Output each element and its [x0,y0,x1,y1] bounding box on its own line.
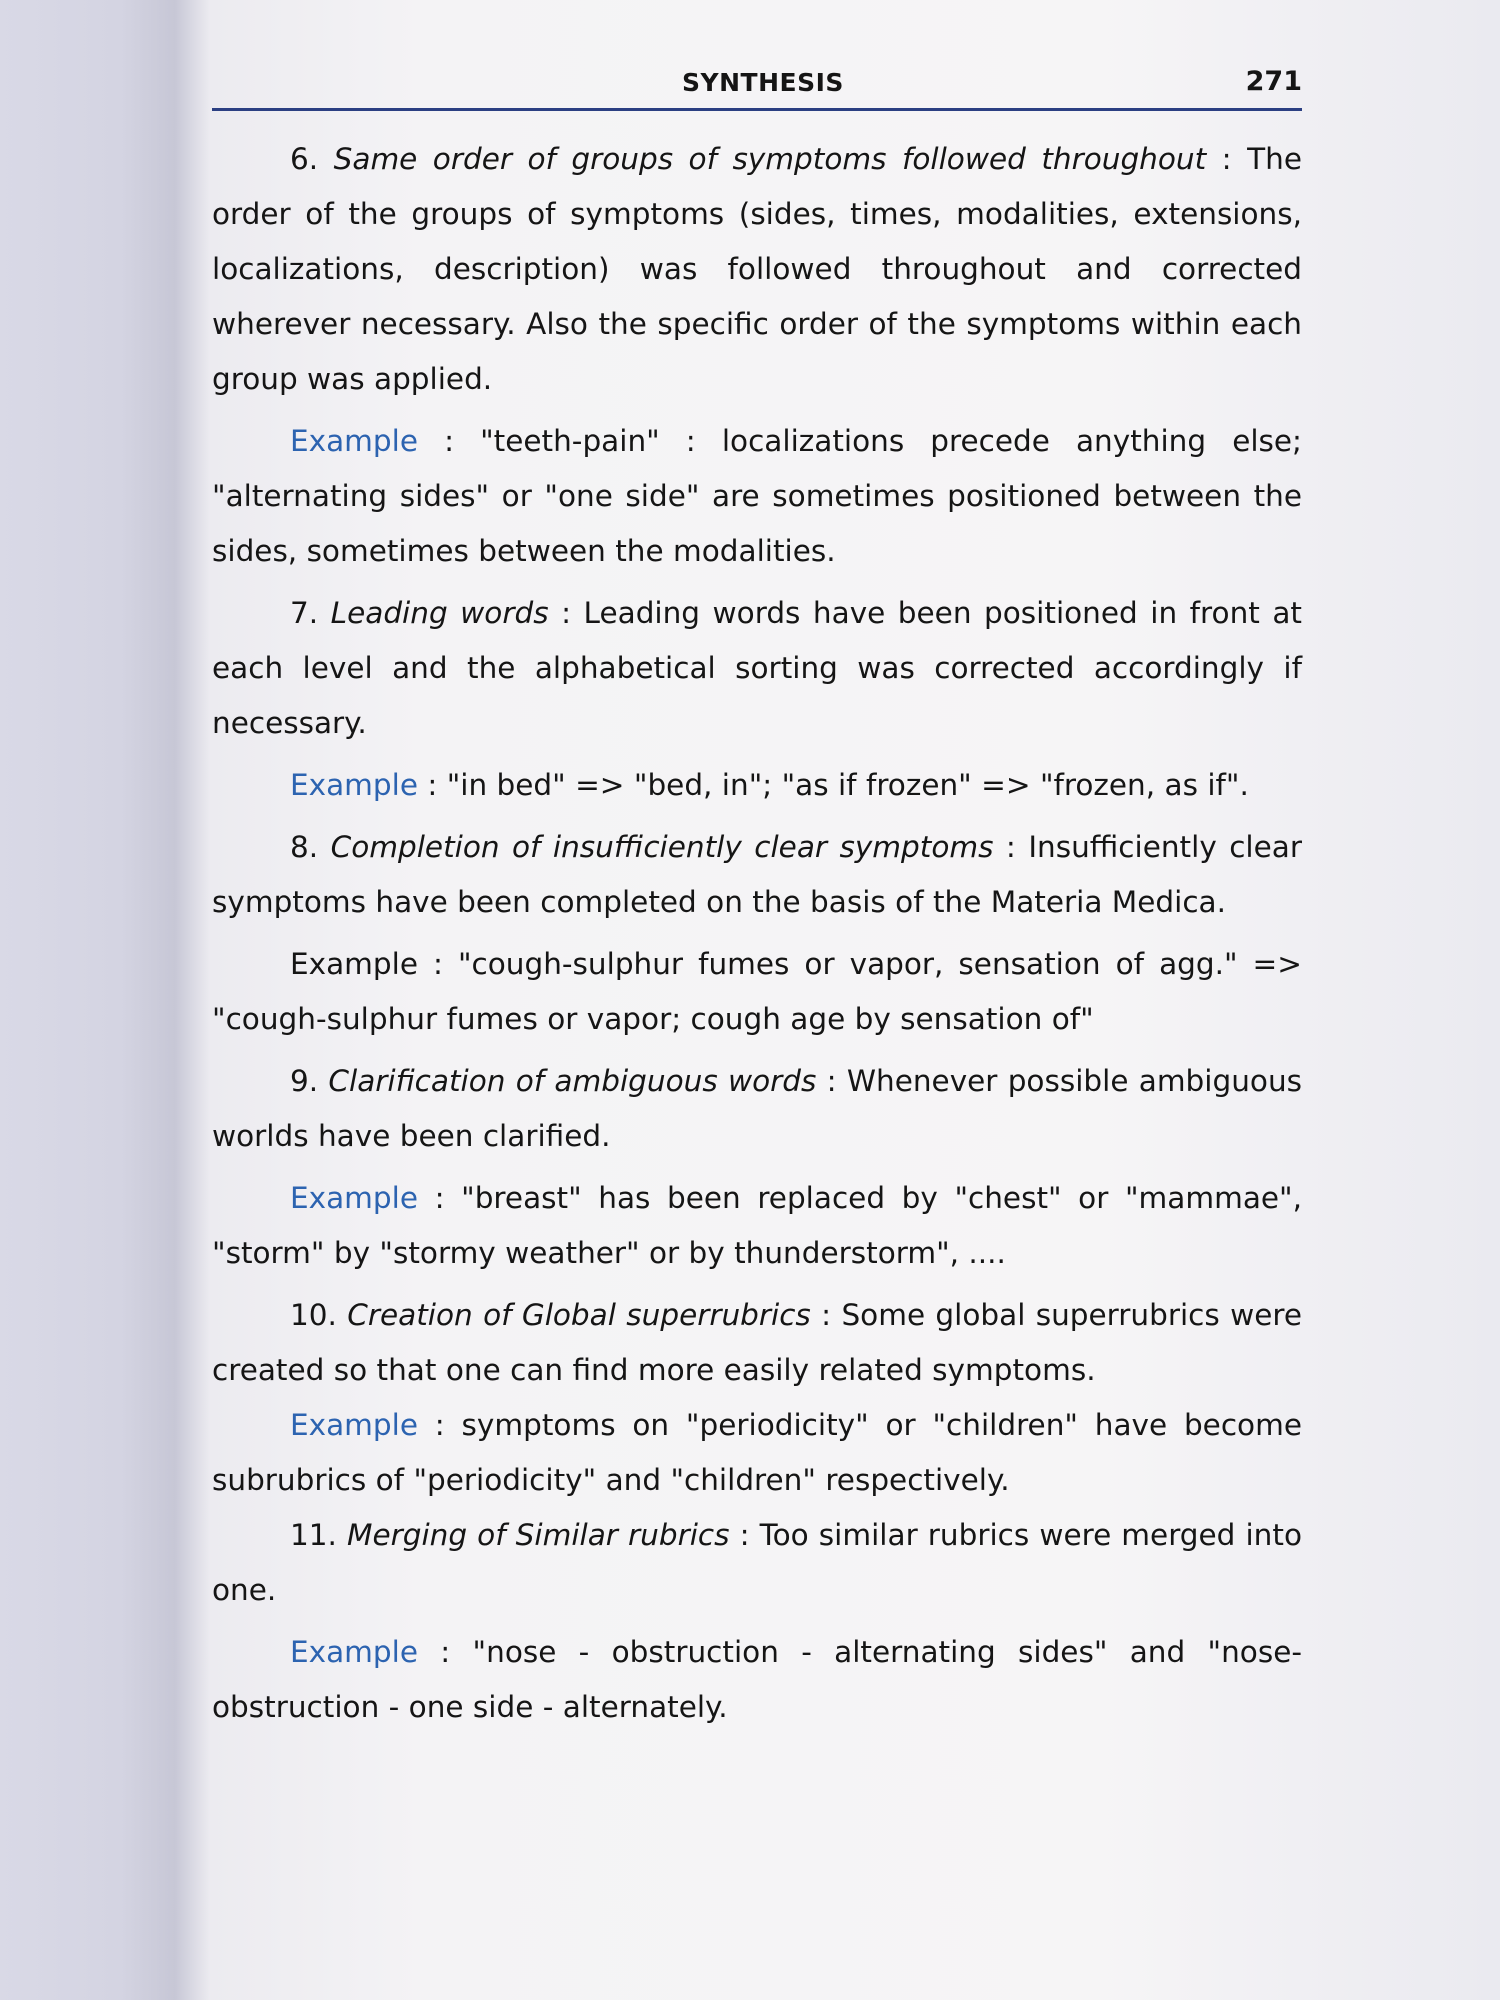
example-6: Example : "teeth-pain" : localizations precede anything else; "alternating sides" or "one side" are sometimes positioned between the sides, sometimes between the modalities. [212,424,1302,568]
running-header [212,58,1302,111]
example-text: symptoms on "periodicity" or "children" have become subrubrics of "periodicity" and "children" respectively. [212,1408,1302,1497]
section-heading: Leading words [330,596,549,630]
section-number: 10. [290,1298,337,1332]
example-10: Example : symptoms on "periodicity" or "children" have become subrubrics of "periodicity" and "children" respectively. [212,1408,1302,1497]
page-body [212,132,1302,1735]
example-label: Example [290,1181,418,1215]
example-label: Example [290,947,418,981]
section-number: 6. [290,142,319,176]
example-11: Example : "nose - obstruction - alternating sides" and "nose-obstruction - one side - alternately. [212,1635,1302,1724]
example-8: Example : "cough-sulphur fumes or vapor, sensation of agg." => "cough-sulphur fumes or vapor; cough age by sensation of" [212,947,1302,1036]
section-body: Some global superrubrics were created so that one can find more easily related symptoms. [212,1298,1302,1387]
page-number: 271 [1245,66,1302,97]
example-text: "breast" has been replaced by "chest" or "mammae", "storm" by "stormy weather" or by thunderstorm", .... [212,1181,1302,1270]
example-text: "nose - obstruction - alternating sides" and "nose-obstruction - one side - alternately. [212,1635,1302,1724]
section-number: 7. [290,596,319,630]
example-9: Example : "breast" has been replaced by "chest" or "mammae", "storm" by "stormy weather" or by thunderstorm", .... [212,1181,1302,1270]
example-label: Example [290,1408,418,1442]
section-body: Whenever possible ambiguous worlds have been clarified. [212,1064,1303,1153]
example-label: Example [290,424,418,458]
section-body: The order of the groups of symptoms (sides, times, modalities, extensions, localizations, description) was followed throughout and corrected wherever necessary. Also the specific order of the symptoms within each group was applied. [212,142,1302,396]
section-body: Too similar rubrics were merged into one. [212,1518,1302,1607]
example-label: Example [290,768,418,802]
running-title: SYNTHESIS [682,68,844,97]
section-number: 11. [290,1518,337,1552]
example-text: "cough-sulphur fumes or vapor, sensation of agg." => "cough-sulphur fumes or vapor; cough age by sensation of" [212,947,1302,1036]
section-number: 9. [290,1064,319,1098]
section-body: Insufficiently clear symptoms have been completed on the basis of the Materia Medica. [212,830,1302,919]
section-heading: Creation of Global superrubrics [347,1298,811,1332]
section-body: Leading words have been positioned in front at each level and the alphabetical sorting was corrected accordingly if necessary. [212,596,1302,740]
example-label: Example [290,1635,418,1669]
section-heading: Same order of groups of symptoms followed throughout [333,142,1207,176]
section-6: 6. Same order of groups of symptoms followed throughout : The order of the groups of symptoms (sides, times, modalities, extensions, localizations, description) was followed throughout and corrected wherever necessary. Also the specific order of the symptoms within each group was applied. [212,142,1302,396]
section-heading: Completion of insufficiently clear symptoms [330,830,994,864]
section-7: 7. Leading words : Leading words have been positioned in front at each level and the alphabetical sorting was corrected accordingly if necessary. [212,596,1302,740]
book-page [212,40,1302,1970]
section-8: 8. Completion of insufficiently clear symptoms : Insufficiently clear symptoms have been completed on the basis of the Materia Medica. [212,830,1302,919]
section-10: 10. Creation of Global superrubrics : Some global superrubrics were created so that one can find more easily related symptoms. [212,1298,1302,1387]
example-text: "in bed" => "bed, in"; "as if frozen" => "frozen, as if". [446,768,1249,802]
section-heading: Clarification of ambiguous words [328,1064,817,1098]
example-text: "teeth-pain" : localizations precede anything else; "alternating sides" or "one side" are sometimes positioned between the sides, sometimes between the modalities. [212,424,1302,568]
section-9: 9. Clarification of ambiguous words : Whenever possible ambiguous worlds have been clarified. [212,1064,1303,1153]
section-11: 11. Merging of Similar rubrics : Too similar rubrics were merged into one. [212,1518,1302,1607]
section-number: 8. [290,830,319,864]
section-heading: Merging of Similar rubrics [347,1518,730,1552]
example-7: Example : "in bed" => "bed, in"; "as if frozen" => "frozen, as if". [290,768,1249,802]
